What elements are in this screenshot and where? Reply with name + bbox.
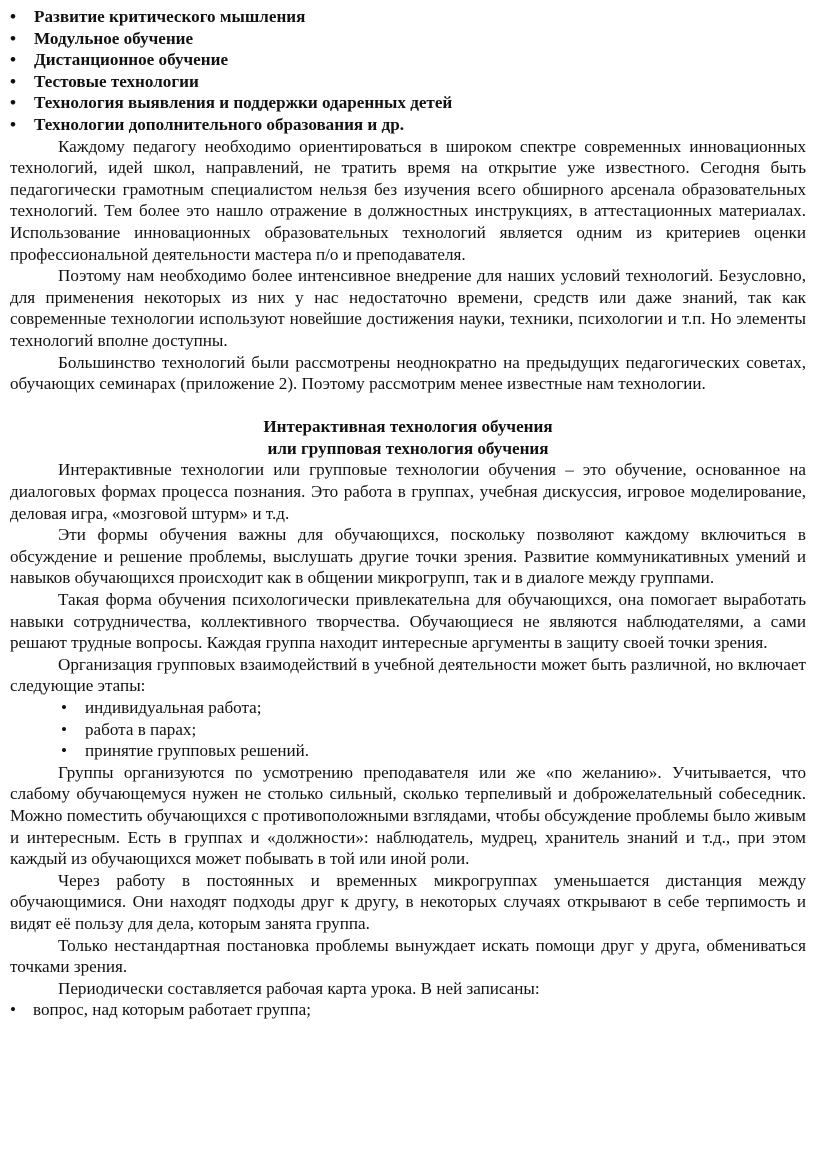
stages-list: [10, 697, 806, 762]
bullet-icon: •: [10, 28, 16, 48]
bullet-icon: •: [61, 741, 67, 761]
bullet-icon: •: [10, 93, 16, 113]
list-item: • работа в парах;: [61, 719, 197, 739]
list-item: • вопрос, над которым работает группа;: [10, 1000, 311, 1020]
list-item: • принятие групповых решений.: [61, 741, 310, 761]
list-item: • Развитие критического мышления: [10, 7, 306, 26]
paragraph: Только нестандартная постановка проблемы вынуждает искать помощи друг у друга, обмениваться точками зрения.: [10, 935, 806, 977]
list-item: • Технологии дополнительного образования и др.: [10, 114, 404, 134]
spacer: [10, 395, 806, 417]
paragraph: Поэтому нам необходимо более интенсивное внедрение для наших условий технологий. Безусловно, для применения некоторых из них у нас недостаточно времени, средств или даже знаний, так как современные технологии используют новейшие достижения науки, техники, психологии и т.п. Но элементы технологий вполне доступны.: [10, 266, 806, 350]
paragraph: Большинство технологий были рассмотрены неоднократно на предыдущих педагогических советах, обучающих семинарах (приложение 2). Поэтому рассмотрим менее известные нам технологии.: [10, 352, 806, 394]
list-item: • Дистанционное обучение: [10, 50, 229, 70]
paragraph: Организация групповых взаимодействий в учебной деятельности может быть различной, но включает следующие этапы:: [10, 654, 806, 696]
bullet-icon: •: [10, 50, 16, 70]
section-heading-line2: или групповая технология обучения: [267, 438, 549, 458]
bullet-icon: •: [61, 719, 67, 739]
list-item: • Модульное обучение: [10, 28, 194, 48]
paragraph: Такая форма обучения психологически привлекательна для обучающихся, она помогает выработать навыки сотрудничества, коллективного творчества. Обучающиеся не являются наблюдателями, а сами решают трудные вопросы. Каждая группа находит интересные аргументы в защиту своей точки зрения.: [10, 590, 806, 653]
bullet-icon: •: [61, 698, 67, 717]
bullet-icon: •: [10, 1000, 16, 1020]
technology-list: [10, 6, 806, 136]
list-item: • индивидуальная работа;: [61, 698, 262, 717]
paragraph: Каждому педагогу необходимо ориентироваться в широком спектре современных инновационных технологий, идей школ, направлений, не тратить время на открытие уже известного. Сегодня быть педагогически грамотным специалистом нельзя без изучения всего обширного арсенала образовательных технологий. Тем более это нашло отражение в должностных инструкциях, в аттестационных материалах. Использование инновационных образовательных технологий является одним из критериев оценки профессиональной деятельности мастера п/о и преподавателя.: [10, 136, 806, 264]
bullet-icon: •: [10, 71, 16, 91]
paragraph: Периодически составляется рабочая карта урока. В ней записаны:: [58, 978, 540, 998]
section-heading-line1: Интерактивная технология обучения: [263, 417, 553, 437]
paragraph: Эти формы обучения важны для обучающихся, поскольку позволяют каждому включиться в обсуждение и решение проблемы, выслушать другие точки зрения. Развитие коммуникативных умений и навыков обучающихся происходит как в общении микрогрупп, так и в диалоге между группами.: [10, 525, 806, 588]
paragraph: Интерактивные технологии или групповые технологии обучения – это обучение, основанное на диалоговых формах процесса познания. Это работа в группах, учебная дискуссия, игровое моделирование, деловая игра, «мозговой штурм» и т.д.: [10, 460, 806, 523]
work-card-list: [10, 999, 806, 1021]
paragraph: Через работу в постоянных и временных микрогруппах уменьшается дистанция между обучающимися. Они находят подходы друг к другу, в некоторых случаях открывают в себе терпимость и видят её пользу для дела, которым занята группа.: [10, 870, 806, 933]
bullet-icon: •: [10, 7, 16, 26]
list-item: • Тестовые технологии: [10, 71, 199, 91]
list-item: • Технология выявления и поддержки одаренных детей: [10, 93, 453, 113]
paragraph: Группы организуются по усмотрению преподавателя или же «по желанию». Учитывается, что слабому обучающемуся нужен не столько сильный, сколько терпеливый и доброжелательный собеседник. Можно поместить обучающихся с противоположными взглядами, чтобы обсуждение проблемы было живым и интересным. Есть в группах и «должности»: наблюдатель, мудрец, хранитель знаний и т.д., при этом каждый из обучающихся может побывать в той или иной роли.: [10, 762, 806, 869]
bullet-icon: •: [10, 114, 16, 134]
